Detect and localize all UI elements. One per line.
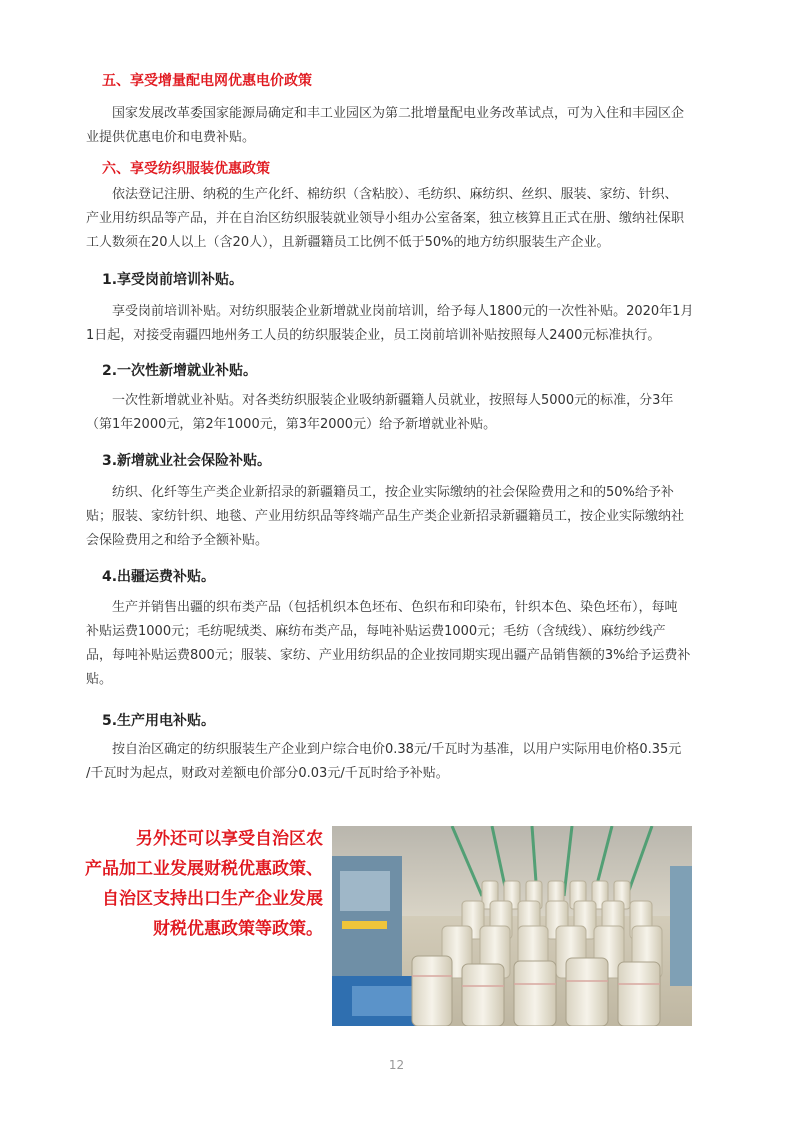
page-number: 12: [388, 1058, 405, 1072]
callout-line: 产品加工业发展财税优惠政策、: [85, 859, 323, 879]
item-4-line: 补贴运费1000元；毛纺呢绒类、麻纺布类产品，每吨补贴运费1000元；毛纺（含绒线）、麻纺纱线产: [86, 624, 666, 639]
item-4-title: 4.出疆运费补贴。: [102, 569, 216, 585]
textile-factory-illustration: [332, 826, 692, 1026]
item-3-body: [86, 481, 718, 553]
item-1-line: 享受岗前培训补贴。对纺织服装企业新增就业岗前培训，给予每人1800元的一次性补贴。2020年1月: [112, 304, 694, 319]
item-2-title: 2.一次性新增就业补贴。: [102, 363, 258, 379]
section-5-body: [86, 102, 718, 150]
item-5-title: 5.生产用电补贴。: [102, 713, 216, 729]
section-6-line: 依法登记注册、纳税的生产化纤、棉纺织（含粘胶）、毛纺织、麻纺织、丝织、服装、家纺、针织、: [112, 187, 678, 202]
policy-callout: [78, 824, 323, 944]
item-5-line: 按自治区确定的纺织服装生产企业到户综合电价0.38元/千瓦时为基准，以用户实际用电价格0.35元: [112, 742, 682, 757]
item-1-body: [86, 300, 718, 348]
item-2-line: （第1年2000元，第2年1000元，第3年2000元）给予新增就业补贴。: [86, 417, 497, 432]
item-2-line: 一次性新增就业补贴。对各类纺织服装企业吸纳新疆籍人员就业，按照每人5000元的标准，分3年: [112, 393, 674, 408]
item-1-title: 1.享受岗前培训补贴。: [102, 272, 244, 288]
item-5-body: [86, 738, 718, 786]
item-4-body: [86, 596, 718, 692]
section-5-line: 国家发展改革委国家能源局确定和丰工业园区为第二批增量配电业务改革试点，可为入住和丰园区企: [112, 106, 685, 121]
callout-line: 另外还可以享受自治区农: [136, 829, 323, 849]
item-4-line: 品，每吨补贴运费800元；服装、家纺、产业用纺织品的企业按同期实现出疆产品销售额的3%给予运费补: [86, 648, 691, 663]
section-5-line: 业提供优惠电价和电费补贴。: [86, 130, 256, 145]
section-6-heading: 六、享受纺织服装优惠政策: [102, 161, 270, 177]
item-4-line: 贴。: [86, 672, 113, 687]
item-3-title: 3.新增就业社会保险补贴。: [102, 453, 272, 469]
section-5-heading: 五、享受增量配电网优惠电价政策: [102, 73, 312, 89]
item-3-line: 贴；服装、家纺针织、地毯、产业用纺织品等终端产品生产类企业新招录新疆籍员工，按企业实际缴纳社: [86, 509, 685, 524]
item-3-line: 会保险费用之和给予全额补贴。: [86, 533, 269, 548]
item-4-line: 生产并销售出疆的织布类产品（包括机织本色坯布、色织布和印染布，针织本色、染色坯布），每吨: [112, 600, 678, 615]
section-6-line: 产业用纺织品等产品，并在自治区纺织服装就业领导小组办公室备案，独立核算且正式在册、缴纳社保职: [86, 211, 685, 226]
item-5-line: /千瓦时为起点，财政对差额电价部分0.03元/千瓦时给予补贴。: [86, 766, 449, 781]
item-1-line: 1日起，对接受南疆四地州务工人员的纺织服装企业，员工岗前培训补贴按照每人2400元标准执行。: [86, 328, 661, 343]
section-6-body: [86, 183, 718, 255]
callout-line: 自治区支持出口生产企业发展: [102, 889, 323, 909]
item-2-body: [86, 389, 718, 437]
callout-line: 财税优惠政策等政策。: [153, 919, 323, 939]
textile-factory-photo: [332, 826, 692, 1026]
section-6-line: 工人数须在20人以上（含20人），且新疆籍员工比例不低于50%的地方纺织服装生产企业。: [86, 235, 610, 250]
item-3-line: 纺织、化纤等生产类企业新招录的新疆籍员工，按企业实际缴纳的社会保险费用之和的50%给予补: [112, 485, 674, 500]
